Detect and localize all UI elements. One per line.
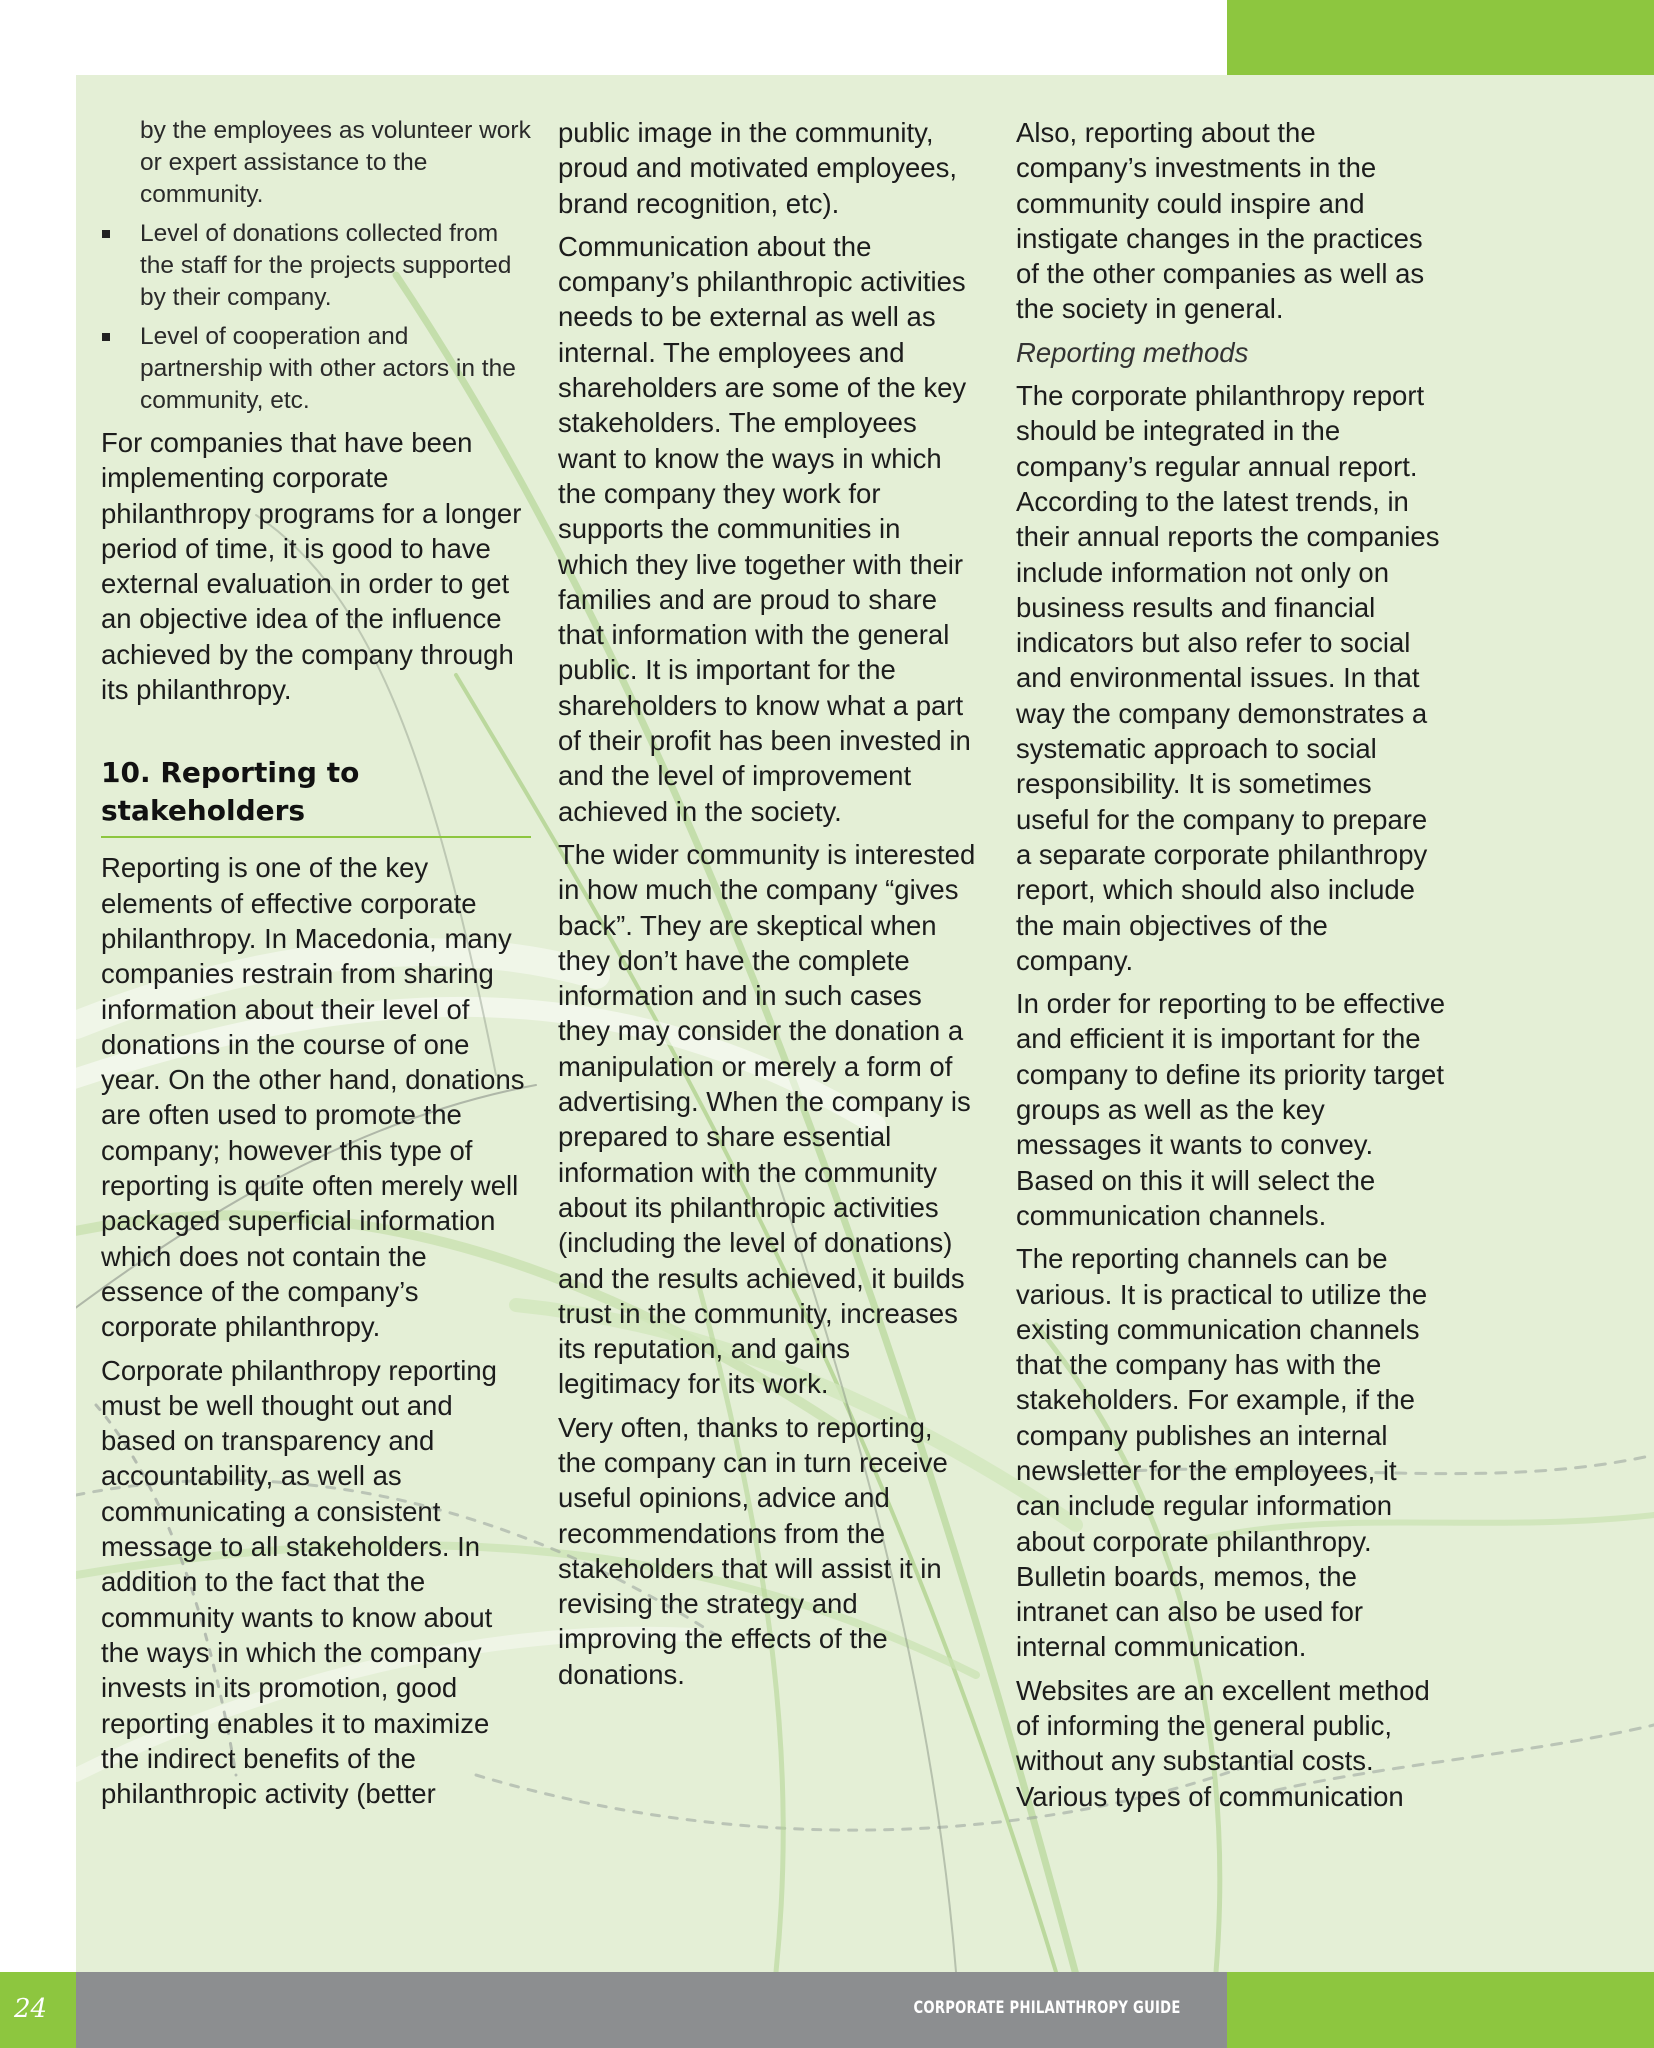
footer-bar xyxy=(76,1972,1227,2048)
body-paragraph: The corporate philanthropy report should be integrated in the company’s regular annual report. According to the latest trends, in their annual reports the companies include information not only on business results and financial indicators but also refer to social and environmental issues. In that way the company demonstrates a systematic approach to social responsibility. It is sometimes useful for the company to prepare a separate corporate philanthropy report, which should also include the main objectives of the company. xyxy=(1016,380,1440,976)
bullet-continuation: by the employees as volunteer work or expert assistance to the community. xyxy=(140,117,531,208)
content-panel xyxy=(76,75,1654,1972)
body-paragraph: The reporting channels can be various. It is practical to utilize the existing communication channels that the company has with the stakeholders. For example, if the company publishes an internal newsletter for the employees, it can include regular information about corporate philanthropy. Bulletin boards, memos, the intranet can also be used for internal communication. xyxy=(1016,1243,1428,1663)
text-column-2 xyxy=(558,115,978,1700)
footer-accent-tab xyxy=(1227,1972,1654,2048)
list-item xyxy=(101,321,531,417)
text-column-3 xyxy=(1016,115,1446,1822)
subheading: Reporting methods xyxy=(1016,336,1249,368)
page-number-box xyxy=(0,1972,76,2048)
body-paragraph: Reporting is one of the key elements of effective corporate philanthropy. In Macedonia, many companies restrain from sharing information about their level of donations in the course of one year. On the other hand, donations are often used to promote the company; however this type of reporting is quite often merely well packaged superficial information which does not contain the essence of the company’s corporate philanthropy. xyxy=(101,852,525,1343)
body-paragraph: Very often, thanks to reporting, the company can in turn receive useful opinions, advice and recommendations from the stakeholders that will assist it in revising the strategy and improving the effects of the donations. xyxy=(558,1411,948,1690)
text-column-1 xyxy=(101,115,531,1819)
body-paragraph: public image in the community, proud and motivated employees, brand recognition, etc). xyxy=(558,117,957,219)
section-heading: 10. Reporting to stakeholders xyxy=(101,754,531,838)
square-bullet-icon xyxy=(102,230,110,238)
square-bullet-icon xyxy=(102,333,110,341)
list-item-text: Level of cooperation and partnership with other actors in the community, etc. xyxy=(140,323,516,414)
page-number: 24 xyxy=(14,1994,48,2024)
body-paragraph: Websites are an excellent method of informing the general public, without any substantial costs. Various types of communication xyxy=(1016,1674,1430,1812)
body-paragraph: Also, reporting about the company’s investments in the community could inspire and instigate changes in the practices of the other companies as well as the society in general. xyxy=(1016,117,1425,325)
bullet-list xyxy=(101,218,531,417)
list-item xyxy=(101,218,531,314)
corner-accent-tab xyxy=(1227,0,1654,75)
body-paragraph: For companies that have been implementing corporate philanthropy programs for a longer period of time, it is good to have external evaluation in order to get an objective idea of the influence achieved by the company through its philanthropy. xyxy=(101,427,522,706)
footer-title: CORPORATE PHILANTHROPY GUIDE xyxy=(913,1998,1181,2018)
body-paragraph: The wider community is interested in how much the company “gives back”. They are skeptical when they don’t have the complete information and in such cases they may consider the donation a manipulation or merely a form of advertising. When the company is prepared to share essential information with the community about its philanthropic activities (including the level of donations) and the results achieved, it builds trust in the community, increases its reputation, and gains legitimacy for its work. xyxy=(558,838,976,1400)
body-paragraph: Corporate philanthropy reporting must be well thought out and based on transparency and accountability, as well as communicating a consistent message to all stakeholders. In addition to the fact that the community wants to know about the ways in which the company invests in its promotion, good reporting enables it to maximize the indirect benefits of the philanthropic activity (better xyxy=(101,1354,497,1810)
body-paragraph: In order for reporting to be effective and efficient it is important for the company to define its priority target groups as well as the key messages it wants to convey. Based on this it will select the communication channels. xyxy=(1016,988,1446,1231)
list-item-text: Level of donations collected from the staff for the projects supported by their company. xyxy=(140,220,512,311)
body-paragraph: Communication about the company’s philanthropic activities needs to be external as well as internal. The employees and shareholders are some of the key stakeholders. The employees want to know the ways in which the company they work for supports the communities in which they live together with their families and are proud to share that information with the general public. It is important for the shareholders to know what a part of their profit has been invested in and the level of improvement achieved in the society. xyxy=(558,230,971,827)
